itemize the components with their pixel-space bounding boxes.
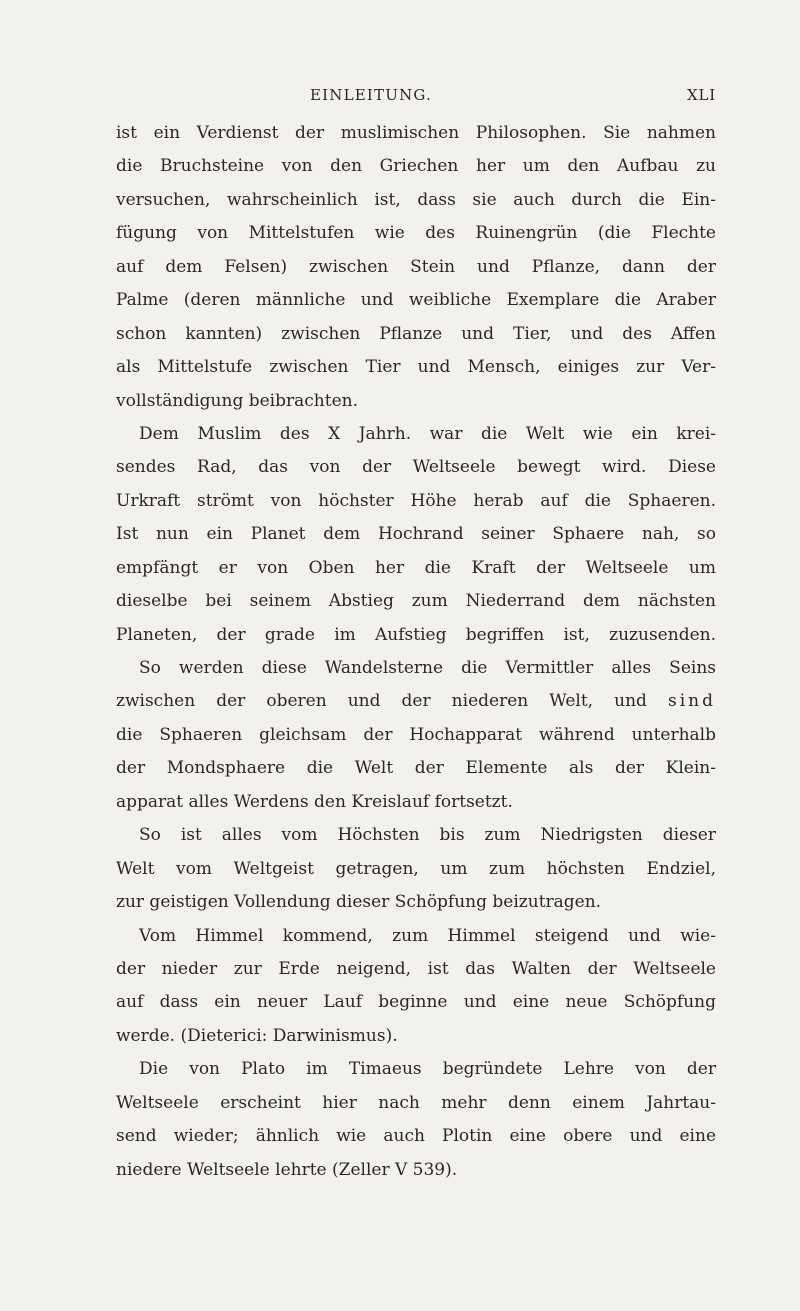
paragraph-start: So ist alles vom Höchsten bis zum Niedrigsten dieser [139, 825, 716, 846]
text-line: So werden diese Wandelsterne die Vermittler alles Seins [139, 658, 716, 678]
text-line: werde. (Dieterici: Darwinismus). [116, 1025, 398, 1046]
text-line: als Mittelstufe zwischen Tier und Mensch, einiges zur Ver- [116, 357, 716, 378]
text-line: dieselbe bei seinem Abstieg zum Niederrand dem nächsten [116, 591, 716, 612]
paragraph-start: Die von Plato im Timaeus begründete Lehre von der [139, 1059, 716, 1080]
text-line: ist ein Verdienst der muslimischen Philosophen. Sie nahmen [116, 123, 716, 143]
paragraph-start: Dem Muslim des X Jahrh. war die Welt wie ein krei- [139, 423, 716, 444]
emphasized-word: sind [668, 691, 716, 712]
text-line: schon kannten) zwischen Pflanze und Tier, und des Affen [116, 323, 716, 344]
text-line: auf dem Felsen) zwischen Stein und Pflanze, dann der [116, 256, 716, 277]
text-line: Welt vom Weltgeist getragen, um zum höchsten Endziel, [116, 858, 716, 879]
text-line-with-emphasis [116, 685, 716, 718]
text-line: die Sphaeren gleichsam der Hochapparat während unterhalb [116, 724, 716, 745]
text-line: auf dass ein neuer Lauf beginne und eine neue Schöpfung [116, 992, 716, 1013]
text-line: der nieder zur Erde neigend, ist das Walten der Weltseele [116, 958, 716, 979]
text-line: Weltseele erscheint hier nach mehr denn einem Jahrtau- [116, 1092, 716, 1113]
running-head: EINLEITUNG. [310, 86, 433, 104]
text-line: apparat alles Werdens den Kreislauf fortsetzt. [116, 791, 513, 812]
text-line: Urkraft strömt von höchster Höhe herab auf die Sphaeren. [116, 490, 716, 511]
page-header [116, 86, 716, 110]
body-text [116, 117, 716, 1187]
text-line: Palme (deren männliche und weibliche Exemplare die Araber [116, 290, 716, 311]
text-line: versuchen, wahrscheinlich ist, dass sie auch durch die Ein- [116, 189, 716, 210]
text-line: Planeten, der grade im Aufstieg begriffen ist, zuzusenden. [116, 624, 716, 645]
text-line: vollständigung beibrachten. [116, 390, 358, 411]
text-line: sendes Rad, das von der Weltseele bewegt wird. Diese [116, 457, 716, 478]
text-line: niedere Weltseele lehrte (Zeller V 539). [116, 1159, 458, 1180]
text-line: die Bruchsteine von den Griechen her um den Aufbau zu [116, 156, 716, 177]
text-line: der Mondsphaere die Welt der Elemente als der Klein- [116, 758, 716, 779]
text-line: empfängt er von Oben her die Kraft der Weltseele um [116, 557, 716, 578]
text-line: Vom Himmel kommend, zum Himmel steigend und wie- [139, 925, 716, 946]
text-line: fügung von Mittelstufen wie des Ruinengrün (die Flechte [116, 223, 716, 244]
text-fragment: zwischen der oberen und der niederen Welt, und [116, 691, 647, 712]
text-line: Ist nun ein Planet dem Hochrand seiner Sphaere nah, so [116, 524, 716, 545]
text-line: zur geistigen Vollendung dieser Schöpfung beizutragen. [116, 892, 602, 913]
page-number: XLI [687, 86, 716, 104]
text-line: send wieder; ähnlich wie auch Plotin eine obere und eine [116, 1126, 716, 1147]
